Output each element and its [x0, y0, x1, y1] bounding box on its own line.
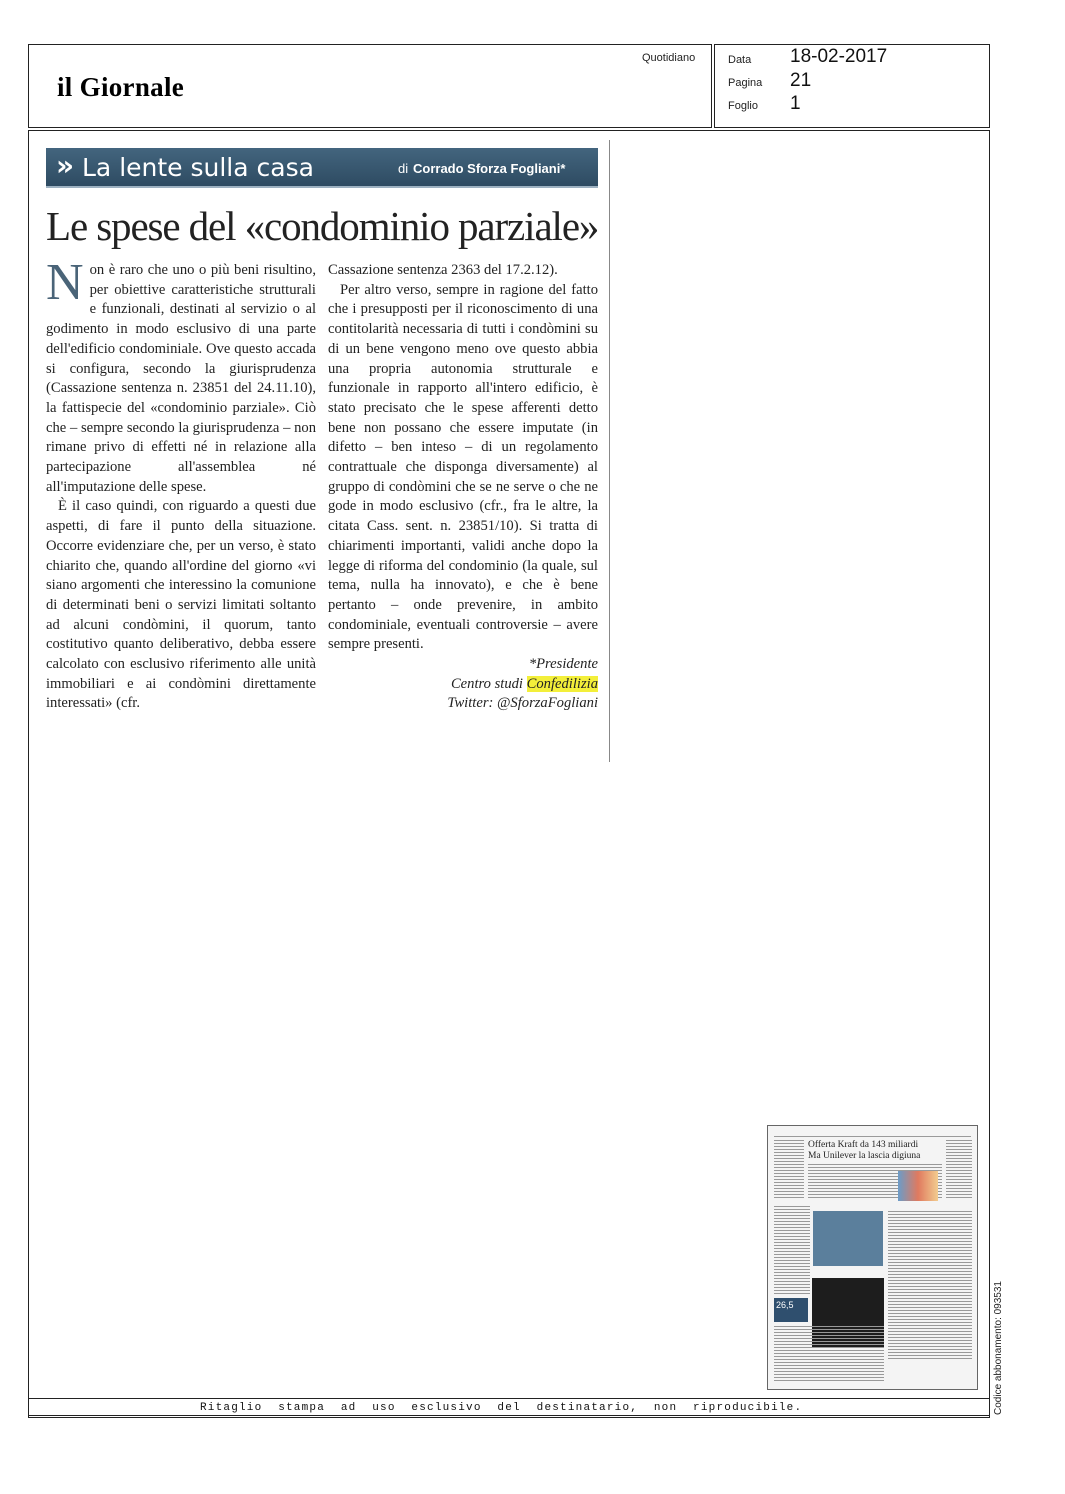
article-headline: Le spese del «condominio parziale» [46, 203, 599, 249]
thumb-text-block [774, 1326, 884, 1381]
newspaper-logo: il Giornale [57, 72, 185, 102]
signature-role: *Presidente [528, 656, 598, 673]
paragraph [46, 254, 316, 497]
chevron-icon: » [56, 149, 75, 182]
thumb-photo [813, 1211, 883, 1266]
article-column-2 [328, 261, 598, 714]
highlighted-org-name: Confedilizia [526, 675, 598, 692]
article [38, 140, 610, 764]
thumb-text-block [946, 1140, 972, 1200]
thumb-text-block [774, 1140, 804, 1200]
thumb-headline-1: Offerta Kraft da 143 miliardi [808, 1140, 919, 1150]
article-divider [609, 140, 610, 762]
meta-label-date: Data [728, 54, 752, 66]
publication-type: Quotidiano [642, 52, 696, 64]
page-thumbnail [767, 1125, 978, 1390]
byline-prefix: di [398, 161, 409, 176]
signature-twitter: Twitter: @SforzaFogliani [447, 695, 598, 712]
paragraph: È il caso quindi, con riguardo a questi due aspetti, di fare il punto della situazione. Occorre evidenziare che, per un verso, è stato chiarito che, quando all'ordine del giorno «vi siano argomenti che interessino la comunione di determinati beni o servizi limitati soltanto ad alcuni condòmini, il quorum, tanto costitutivo quanto deliberativo, debba essere calcolato con esclusivo riferimento alle unità immobiliari e ai condòmini direttamente interessati» (cfr. [46, 498, 316, 712]
byline-name: Corrado Sforza Fogliani* [413, 161, 566, 176]
thumb-rule [774, 1136, 971, 1137]
thumb-headline-2: Ma Unilever la lascia digiuna [808, 1151, 921, 1161]
meta-value-sheet: 1 [790, 93, 801, 114]
signature-org-prefix: Centro studi [450, 675, 523, 692]
subscription-code: Codice abbonamento: 093531 [993, 1281, 1004, 1415]
signature-org [328, 675, 598, 695]
thumb-value-box: 26,5 [774, 1298, 808, 1322]
meta-label-sheet: Foglio [728, 100, 758, 112]
thumb-chart [898, 1171, 938, 1201]
paragraph: Cassazione sentenza 2363 del 17.2.12). [328, 262, 558, 278]
paragraph: Per altro verso, sempre in ragione del fatto che i presupposti per il riconoscimento di una contitolarità necessaria di tutti i condòmini su di un bene vengono meno ove questo abbia una propria autonomia strutturale e funzionale in rapporto all'intero edificio, è stato precisato che le spese afferenti detto bene non possano che essere imputate (in difetto – ben inteso – di un regolamento contrattuale che disponga diversamente) al gruppo di condòmini che se ne serve o che ne gode in modo esclusivo (cfr., fra le altre, la citata Cass. sent. n. 23851/10). Si tratta di chiarimenti importanti, validi anche dopo la legge di riforma del condominio (la quale, sul tema, nulla ha innovato), e che è bene pertanto – onde prevenire, in ambito condominiale, eventuali controversie – avere sempre presenti. [328, 281, 598, 653]
column-banner [46, 148, 598, 188]
meta-value-page: 21 [790, 70, 812, 91]
thumb-text-block [774, 1206, 810, 1296]
dropcap: N [46, 254, 84, 311]
meta-label-page: Pagina [728, 77, 763, 89]
meta-value-date: 18-02-2017 [790, 46, 888, 67]
thumb-table [888, 1211, 972, 1361]
footer-notice: Ritaglio stampa ad uso esclusivo del destinatario, non riproducibile. [200, 1402, 803, 1414]
article-column-1 [46, 254, 316, 714]
column-title: La lente sulla casa [82, 153, 314, 182]
paragraph-text: on è raro che uno o più beni risultino, per obiettive caratteristiche strutturali e funzionali, destinati al servizio o al godimento in modo esclusivo di una parte dell'edificio condominiale. Ove questo accada si configura, secondo la giurisprudenza (Cassazione sentenza n. 23851 del 24.11.10), la fattispecie del «condominio parziale». Ciò che – sempre secondo la giurisprudenza – non rimane privo di effetti né in relazione alla partecipazione all'assemblea né all'imputazione delle spese. [46, 262, 316, 495]
